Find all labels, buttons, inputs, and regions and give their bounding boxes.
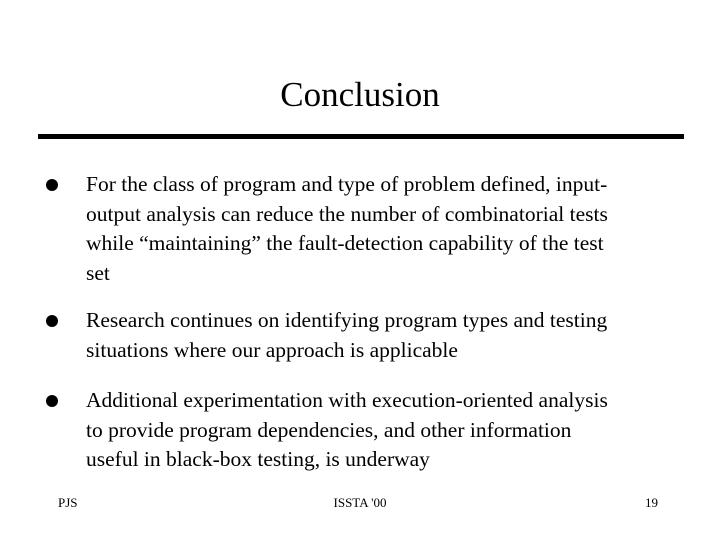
- bullet-line: output analysis can reduce the number of combinatorial tests: [86, 201, 608, 226]
- bullet-text-1: [86, 170, 686, 288]
- bullet-line: situations where our approach is applicable: [86, 337, 458, 362]
- footer-author: PJS: [58, 495, 78, 510]
- footer-page-number: 19: [645, 495, 658, 510]
- bullet-line: Additional experimentation with execution-oriented analysis: [86, 388, 608, 412]
- bullet-text-2: [86, 306, 686, 365]
- bullet-line: For the class of program and type of problem defined, input-: [86, 172, 608, 196]
- bullet-line: Research continues on identifying program types and testing: [86, 308, 608, 332]
- bullet-line: set: [86, 260, 110, 285]
- footer-conference: ISSTA '00: [333, 495, 387, 510]
- bullet-icon: [46, 395, 58, 407]
- bullet-icon: [46, 179, 58, 191]
- bullet-line: to provide program dependencies, and other information: [86, 417, 572, 442]
- slide-title: Conclusion: [280, 75, 440, 114]
- bullet-text-3: [86, 386, 686, 475]
- bullet-line: while “maintaining” the fault-detection capability of the test: [86, 231, 604, 255]
- bullet-icon: [46, 315, 58, 327]
- bullet-line: useful in black-box testing, is underway: [86, 447, 430, 471]
